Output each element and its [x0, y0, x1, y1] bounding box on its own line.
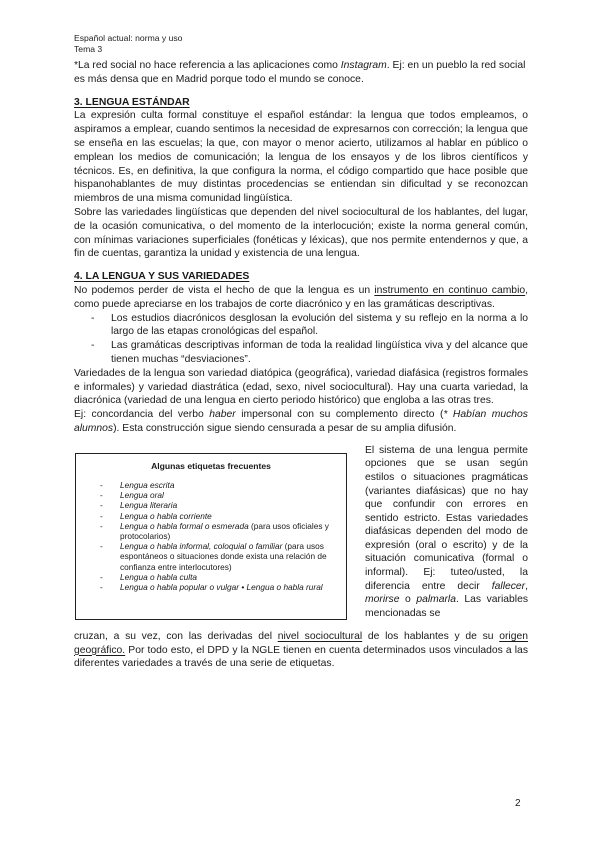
list-item: - Lengua oral [86, 490, 336, 500]
section-4-heading: 4. LA LENGUA Y SUS VARIEDADES [74, 271, 250, 283]
running-header [74, 33, 528, 55]
instagram-term: Instagram [340, 60, 387, 71]
document-page [74, 33, 528, 670]
list-item: - Los estudios diacrónicos desglosan la evolución del sistema y su reflejo en la norma a lo largo de las etapas cronológicas del español. [74, 312, 528, 340]
labels-box-title: Algunas etiquetas frecuentes [151, 460, 271, 471]
geographic-origin-phrase: origen geográfico. [74, 630, 528, 656]
topic-label: Tema 3 [74, 44, 103, 54]
haber-example: Ej: concordancia del verbo haber impersonal con su complemento directo (* Habían muchos alumnos). Esta construcción sigue siendo censurada a pesar de su amplia difusión. [74, 409, 528, 434]
varieties-paragraph: Variedades de la lengua son variedad diatópica (geográfica), variedad diafásica (registros formales e informales) y variedad diastrática (edad, sexo, nivel sociocultural). Hay una cuarta variedad, la diacrónica (variedad de una lengua en cierto periodo histórico) que engloba a las otras tres. [74, 367, 528, 407]
list-item: - Lengua o habla formal o esmerada (para usos oficiales y protocolarios) [86, 521, 336, 541]
section-3-paragraph-2: Sobre las variedades lingüísticas que dependen del nivel sociocultural de los hablantes, del lugar, de la ocasión comunicativa, o del momento de la interlocución; existe la norma general común, con mínimas variaciones superficiales (fonéticas y léxicas), que nos permite entendernos y que, a fin de cuentas, garantiza la unidad y existencia de una lengua. [74, 206, 528, 260]
labels-conclusion-text: cruzan, a su vez, con las derivadas del nivel sociocultural de los hablantes y de su origen geográfico. Por todo esto, el DPD y la NGLE tienen en cuenta determinados usos vinculados a las diferentes variedades a través de una serie de etiquetas. [74, 630, 528, 670]
study-types-list [74, 312, 528, 367]
section-3-paragraph-1: La expresión culta formal constituye el español estándar: la lengua que todos empleamos, o aspiramos a emplear, cuando sentimos la necesidad de expresarnos con corrección; la lengua que se enseña en las escuelas; la que, con mayor o menor acierto, utilizamos al hablar en público o emplean los medios de comunicación; la lengua de los ensayos y de los libros científicos y técnicos. Es, en definitiva, la que configura la norma, el código compartido que hace posible que hispanohablantes de muy distintas procedencias se entiendan sin dificultad y se reconozcan miembros de una misma comunidad lingüística. [74, 110, 528, 205]
labels-list [86, 480, 336, 592]
course-title: Español actual: norma y uso [74, 33, 183, 43]
list-item: - Lengua literaria [86, 500, 336, 510]
list-item: - Lengua o habla informal, coloquial o familiar (para usos espontáneos o situaciones donde exista una relación de confianza entre interlocutores) [86, 541, 336, 572]
labels-section [74, 444, 528, 670]
section-3-heading: 3. LENGUA ESTÁNDAR [74, 96, 190, 108]
page-number: 2 [515, 798, 521, 809]
section-4-intro: No podemos perder de vista el hecho de que la lengua es un instrumento en continuo cambio, como puede apreciarse en los trabajos de corte diacrónico y en las gramáticas descriptivas. [74, 284, 528, 310]
sociocultural-level-phrase: nivel sociocultural [277, 630, 363, 642]
social-network-note: *La red social no hace referencia a las aplicaciones como Instagram. Ej: en un pueblo la red social es más densa que en Madrid porque todo el mundo se conoce. [74, 60, 526, 85]
frequent-labels-box [75, 453, 347, 620]
list-item: - Lengua o habla culta [86, 572, 336, 582]
continuous-change-phrase: instrumento en continuo cambio [374, 284, 526, 296]
list-item: - Las gramáticas descriptivas informan de toda la realidad lingüística viva y del alcance que tienen muchas “desviaciones”. [74, 339, 528, 367]
list-item: - Lengua o habla corriente [86, 511, 336, 521]
diaphasic-variants-text: El sistema de una lengua permite opciones que se usan según estilos o situaciones pragmáticas (variantes diafásicas) que no hay que confundir con errores en sentido estricto. Estas variedades diafásicas dependen del modo de expresión (oral o escrito) y de la situación comunicativa (formal o informal). Ej: tuteo/usted, la diferencia entre decir fallecer, morirse o palmarla. Las variables mencionadas se [365, 444, 528, 619]
list-item: - Lengua escrita [86, 480, 336, 490]
list-item: - Lengua o habla popular o vulgar • Lengua o habla rural [86, 582, 336, 592]
